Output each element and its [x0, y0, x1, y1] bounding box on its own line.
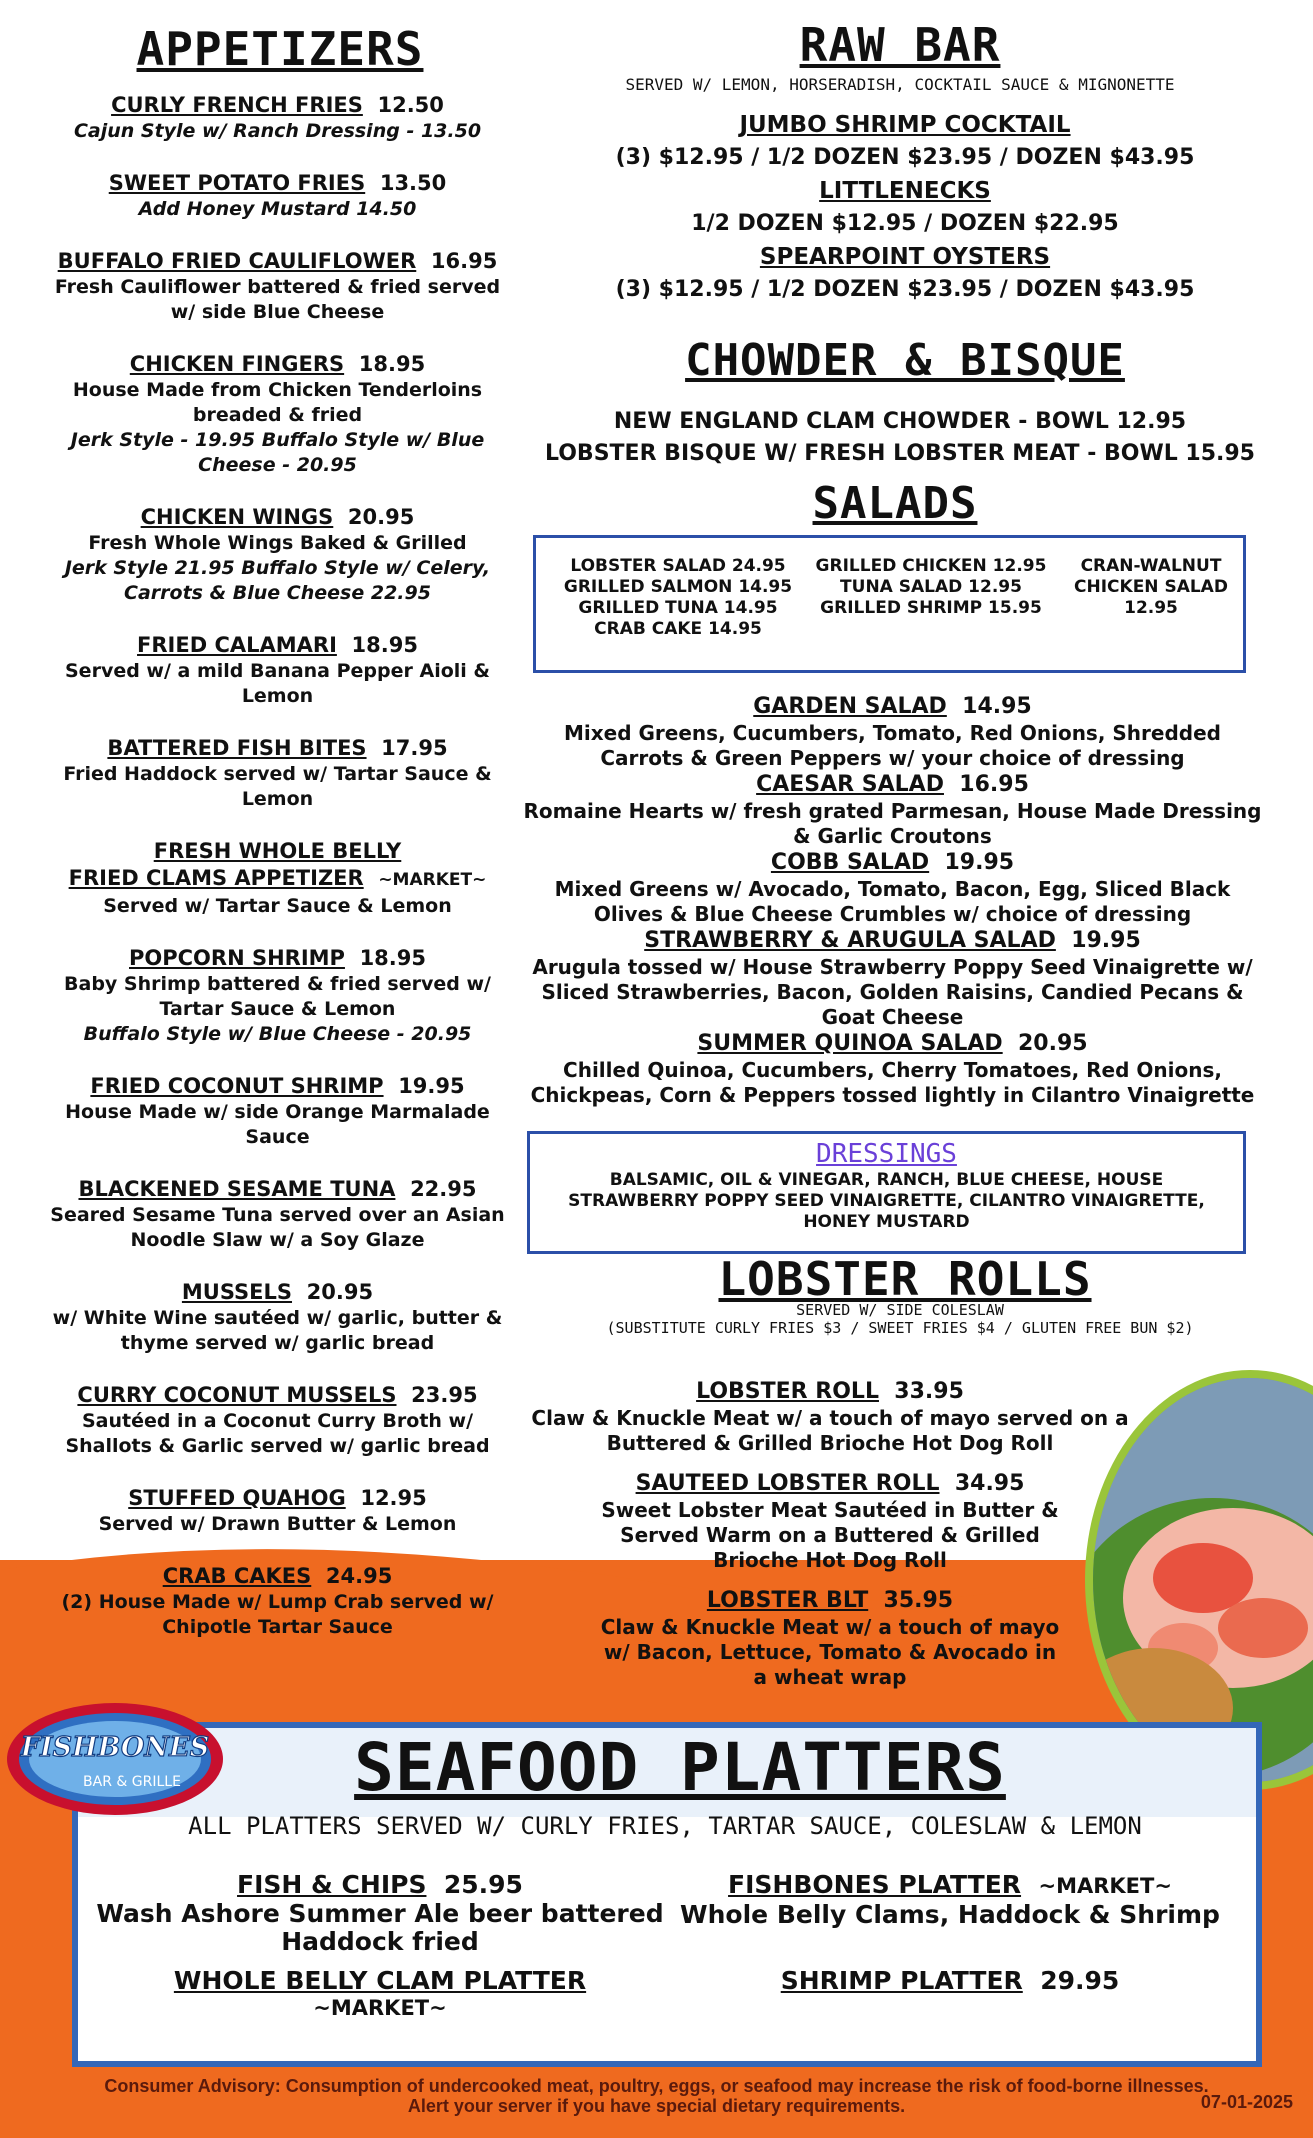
chowder-title: CHOWDER & BISQUE — [685, 335, 1125, 386]
item-price: 19.95 — [398, 1074, 465, 1098]
item-name-line — [520, 693, 1265, 721]
platter-shrimp — [670, 1966, 1230, 1996]
platter-price: 25.95 — [443, 1870, 523, 1899]
item-name-line — [40, 838, 515, 865]
appetizer-item — [40, 838, 515, 919]
lobster-roll-item — [530, 1378, 1130, 1456]
platter-desc: Whole Belly Clams, Haddock & Shrimp — [680, 1900, 1220, 1929]
item-name: BLACKENED SESAME TUNA — [78, 1177, 396, 1201]
item-name-line — [40, 1485, 515, 1512]
item-name: SWEET POTATO FRIES — [108, 171, 366, 195]
appetizers-title: APPETIZERS — [136, 22, 424, 76]
item-price: 20.95 — [306, 1280, 374, 1304]
item-desc: Claw & Knuckle Meat w/ a touch of mayo served on a Buttered & Grilled Brioche Hot Dog Roll — [531, 1406, 1129, 1455]
addon-item: CRAN-WALNUT — [1080, 556, 1222, 576]
platter-price: 29.95 — [1040, 1966, 1120, 1995]
item-price: 18.95 — [359, 946, 426, 970]
item-name: CHICKEN FINGERS — [129, 352, 345, 376]
item-variant: Buffalo Style w/ Blue Cheese - 20.95 — [83, 1023, 472, 1045]
raw-bar-list — [560, 110, 1250, 308]
appetizer-item — [40, 170, 515, 222]
item-name-line — [40, 1279, 515, 1306]
platter-clam — [90, 1966, 670, 2020]
item-desc: Fried Haddock served w/ Tartar Sauce & Lemon — [63, 763, 492, 810]
lobster-rolls-subtitle: SERVED W/ SIDE COLESLAW — [796, 1301, 1004, 1319]
item-desc: Seared Sesame Tuna served over an Asian Noodle Slaw w/ a Soy Glaze — [50, 1204, 505, 1251]
item-name: SAUTEED LOBSTER ROLL — [635, 1471, 940, 1496]
addon-item: GRILLED CHICKEN 12.95 — [815, 556, 1047, 576]
item-price: 19.95 — [1071, 928, 1141, 953]
item-name-line — [40, 865, 515, 894]
item-name: FRESH WHOLE BELLY — [153, 839, 402, 863]
addons-col3 — [1061, 556, 1241, 619]
appetizer-item — [40, 1176, 515, 1253]
lobster-roll-item — [530, 1470, 1130, 1573]
addon-item: GRILLED SALMON 14.95 — [563, 577, 793, 597]
item-price: 35.95 — [883, 1588, 954, 1613]
appetizer-item — [40, 92, 515, 144]
item-price: 20.95 — [1018, 1031, 1088, 1056]
svg-text:BAR & GRILLE: BAR & GRILLE — [83, 1774, 181, 1790]
item-price: 33.95 — [894, 1379, 964, 1404]
item-name-line — [40, 1563, 515, 1590]
raw-bar-item — [560, 110, 1250, 176]
item-name: CAESAR SALAD — [756, 772, 944, 797]
item-name-line — [40, 1382, 515, 1409]
raw-bar-item — [560, 242, 1250, 308]
item-prices: (3) $12.95 / 1/2 DOZEN $23.95 / DOZEN $43.95 — [615, 145, 1195, 170]
item-name-line — [40, 170, 515, 197]
item-name-line — [560, 242, 1250, 272]
salad-item — [520, 771, 1265, 849]
appetizer-item — [40, 632, 515, 709]
appetizer-item — [40, 351, 515, 478]
item-name: BATTERED FISH BITES — [107, 736, 367, 760]
item-name: SUMMER QUINOA SALAD — [697, 1031, 1003, 1056]
platter-name: FISH & CHIPS — [237, 1870, 427, 1899]
raw-bar-subtitle: SERVED W/ LEMON, HORSERADISH, COCKTAIL SAUCE & MIGNONETTE — [625, 75, 1175, 94]
item-name-line — [530, 1587, 1130, 1615]
appetizer-item — [40, 504, 515, 606]
item-name-line — [40, 92, 515, 119]
item-price: 13.50 — [379, 171, 447, 195]
salads-list — [520, 693, 1265, 1108]
salads-title: SALADS — [812, 478, 978, 529]
item-name-line — [520, 771, 1265, 799]
lobster-roll-item — [530, 1587, 1130, 1690]
salad-item — [520, 927, 1265, 1030]
item-name: CRAB CAKES — [162, 1564, 312, 1588]
item-name: LOBSTER ROLL — [696, 1379, 879, 1404]
platter-price: ~MARKET~ — [313, 1996, 447, 2020]
addon-item: CRAB CAKE 14.95 — [594, 619, 762, 639]
addon-item: CHICKEN SALAD — [1074, 577, 1228, 597]
addon-item: GRILLED TUNA 14.95 — [578, 598, 778, 618]
addon-item: TUNA SALAD 12.95 — [840, 577, 1022, 597]
item-name: CURLY FRENCH FRIES — [111, 93, 363, 117]
salad-item — [520, 693, 1265, 771]
item-name-line — [40, 735, 515, 762]
item-price: 22.95 — [410, 1177, 477, 1201]
platter-price: ~MARKET~ — [1038, 1874, 1172, 1898]
advisory-line: Alert your server if you have special dietary requirements. — [407, 2096, 906, 2116]
item-desc: Claw & Knuckle Meat w/ a touch of mayo w/ Bacon, Lettuce, Tomato & Avocado in a wheat wrap — [600, 1615, 1060, 1689]
item-variant: Cajun Style w/ Ranch Dressing - 13.50 — [73, 120, 482, 142]
platter-name: WHOLE BELLY CLAM PLATTER — [173, 1966, 587, 1995]
salad-item — [520, 849, 1265, 927]
addon-item: GRILLED SHRIMP 15.95 — [820, 598, 1042, 618]
item-name: BUFFALO FRIED CAULIFLOWER — [57, 249, 417, 273]
platter-name: SHRIMP PLATTER — [780, 1966, 1023, 1995]
item-price: 20.95 — [347, 505, 415, 529]
item-name-line — [40, 945, 515, 972]
consumer-advisory — [0, 2076, 1313, 2116]
item-name-line — [40, 632, 515, 659]
raw-bar-title: RAW BAR — [799, 18, 1001, 72]
lobster-rolls-substitutes: (SUBSTITUTE CURLY FRIES $3 / SWEET FRIES $4 / GLUTEN FREE BUN $2) — [606, 1319, 1194, 1337]
item-price: 12.95 — [360, 1486, 427, 1510]
item-prices: (3) $12.95 / 1/2 DOZEN $23.95 / DOZEN $43.95 — [615, 277, 1195, 302]
addons-col2 — [806, 556, 1056, 619]
item-name: JUMBO SHRIMP COCKTAIL — [739, 112, 1071, 138]
lobster-rolls-title: LOBSTER ROLLS — [718, 1252, 1092, 1306]
platter-name: FISHBONES PLATTER — [728, 1870, 1022, 1899]
item-name-line — [530, 1378, 1130, 1406]
item-price: ~MARKET~ — [378, 870, 487, 890]
dressings-title: DRESSINGS — [816, 1139, 957, 1169]
item-desc: Served w/ Tartar Sauce & Lemon — [103, 895, 452, 917]
item-price: 14.95 — [962, 694, 1032, 719]
fishbones-logo — [4, 1700, 226, 1818]
platter-fishbones — [670, 1870, 1230, 1929]
addons-col1 — [558, 556, 798, 640]
item-name-line — [520, 927, 1265, 955]
lobster-rolls-list — [530, 1378, 1130, 1704]
appetizers-list — [40, 92, 515, 1666]
item-desc: Fresh Whole Wings Baked & Grilled — [88, 532, 467, 554]
item-desc: Served w/ a mild Banana Pepper Aioli & Lemon — [65, 660, 490, 707]
item-desc: House Made w/ side Orange Marmalade Sauce — [65, 1101, 490, 1148]
chowder-list — [540, 406, 1260, 470]
item-name: CURRY COCONUT MUSSELS — [77, 1383, 397, 1407]
menu-date: 07-01-2025 — [1200, 2092, 1293, 2112]
item-name: CHICKEN WINGS — [140, 505, 334, 529]
item-price: 23.95 — [411, 1383, 478, 1407]
item-variant: Add Honey Mustard 14.50 — [138, 198, 417, 220]
item-desc: (2) House Made w/ Lump Crab served w/ Chipotle Tartar Sauce — [61, 1591, 494, 1638]
item-desc: Arugula tossed w/ House Strawberry Poppy Seed Vinaigrette w/ Sliced Strawberries, Bacon, Golden Raisins, Candied Pecans & Goat Cheese — [532, 955, 1253, 1029]
platter-fish-chips — [90, 1870, 670, 1956]
item-desc: Sweet Lobster Meat Sautéed in Butter & Served Warm on a Buttered & Grilled Brioche Hot Dog Roll — [601, 1498, 1059, 1572]
appetizer-item — [40, 248, 515, 325]
bisque-line: LOBSTER BISQUE W/ FRESH LOBSTER MEAT - BOWL 15.95 — [545, 441, 1255, 466]
item-desc: Romaine Hearts w/ fresh grated Parmesan, House Made Dressing & Garlic Croutons — [523, 799, 1262, 848]
item-desc: w/ White Wine sautéed w/ garlic, butter & thyme served w/ garlic bread — [52, 1307, 503, 1354]
item-desc: Mixed Greens, Cucumbers, Tomato, Red Onions, Shredded Carrots & Green Peppers w/ your choice of dressing — [564, 721, 1221, 770]
item-desc: Baby Shrimp battered & fried served w/ Tartar Sauce & Lemon — [64, 973, 491, 1020]
advisory-line: Consumer Advisory: Consumption of undercooked meat, poultry, eggs, or seafood may increase the risk of food-borne illnesses. — [104, 2076, 1209, 2096]
item-price: 17.95 — [381, 736, 448, 760]
item-desc: Mixed Greens w/ Avocado, Tomato, Bacon, Egg, Sliced Black Olives & Blue Cheese Crumbles w/ choice of dressing — [554, 877, 1231, 926]
item-desc: Served w/ Drawn Butter & Lemon — [98, 1513, 457, 1535]
item-name-line — [560, 176, 1250, 206]
item-name-line — [520, 849, 1265, 877]
item-name: FRIED COCONUT SHRIMP — [90, 1074, 384, 1098]
item-name-line — [40, 1176, 515, 1203]
svg-text:FISHBONES: FISHBONES — [20, 1732, 210, 1763]
item-price: 16.95 — [430, 249, 498, 273]
item-desc: House Made from Chicken Tenderloins breaded & fried — [72, 379, 483, 426]
platters-title: SEAFOOD PLATTERS — [354, 1729, 1006, 1806]
platters-subtitle: ALL PLATTERS SERVED W/ CURLY FRIES, TARTAR SAUCE, COLESLAW & LEMON — [188, 1812, 1142, 1840]
item-name-line — [520, 1030, 1265, 1058]
item-name: POPCORN SHRIMP — [129, 946, 345, 970]
item-price: 18.95 — [358, 352, 426, 376]
item-name: STUFFED QUAHOG — [128, 1486, 346, 1510]
addon-item: LOBSTER SALAD 24.95 — [570, 556, 786, 576]
item-price: 34.95 — [954, 1471, 1025, 1496]
item-desc: Chilled Quinoa, Cucumbers, Cherry Tomatoes, Red Onions, Chickpeas, Corn & Peppers tossed lightly in Cilantro Vinaigrette — [530, 1058, 1255, 1107]
appetizer-item — [40, 1073, 515, 1150]
item-desc: Sautéed in a Coconut Curry Broth w/ Shallots & Garlic served w/ garlic bread — [65, 1410, 490, 1457]
platter-desc: Wash Ashore Summer Ale beer battered Haddock fried — [96, 1899, 664, 1956]
item-name: SPEARPOINT OYSTERS — [759, 244, 1051, 270]
item-variant: Jerk Style - 19.95 Buffalo Style w/ Blue Cheese - 20.95 — [70, 429, 485, 476]
item-name-line — [40, 1073, 515, 1100]
item-name-line — [560, 110, 1250, 140]
item-price: 16.95 — [959, 772, 1029, 797]
item-price: 18.95 — [351, 633, 418, 657]
appetizer-item — [40, 1485, 515, 1537]
chowder-line: NEW ENGLAND CLAM CHOWDER - BOWL 12.95 — [613, 409, 1187, 434]
item-name: FRIED CLAMS APPETIZER — [68, 866, 364, 890]
item-name: STRAWBERRY & ARUGULA SALAD — [644, 928, 1056, 953]
item-price: 19.95 — [944, 850, 1015, 875]
item-price: 24.95 — [325, 1564, 393, 1588]
salad-item — [520, 1030, 1265, 1108]
item-name: COBB SALAD — [770, 850, 930, 875]
item-name-line — [40, 248, 515, 275]
appetizer-item — [40, 1279, 515, 1356]
item-name: GARDEN SALAD — [753, 694, 947, 719]
item-variant: Jerk Style 21.95 Buffalo Style w/ Celery, Carrots & Blue Cheese 22.95 — [64, 557, 491, 604]
salad-addons-box — [533, 535, 1246, 673]
appetizer-item — [40, 1563, 515, 1640]
item-name: FRIED CALAMARI — [137, 633, 337, 657]
item-desc: Fresh Cauliflower battered & fried served w/ side Blue Cheese — [54, 276, 501, 323]
dressings-box — [527, 1131, 1246, 1254]
item-name-line — [40, 351, 515, 378]
item-name: LITTLENECKS — [819, 178, 991, 204]
appetizer-item — [40, 1382, 515, 1459]
raw-bar-item — [560, 176, 1250, 242]
addon-item: 12.95 — [1124, 598, 1178, 618]
appetizer-item — [40, 945, 515, 1047]
item-price: 12.50 — [377, 93, 444, 117]
item-prices: 1/2 DOZEN $12.95 / DOZEN $22.95 — [691, 211, 1119, 236]
item-name: MUSSELS — [181, 1280, 293, 1304]
item-name-line — [40, 504, 515, 531]
appetizer-item — [40, 735, 515, 812]
item-name: LOBSTER BLT — [706, 1588, 869, 1613]
item-name-line — [530, 1470, 1130, 1498]
dressings-list: BALSAMIC, OIL & VINEGAR, RANCH, BLUE CHEESE, HOUSE STRAWBERRY POPPY SEED VINAIGRETTE, CILANTRO VINAIGRETTE, HONEY MUSTARD — [568, 1170, 1205, 1232]
